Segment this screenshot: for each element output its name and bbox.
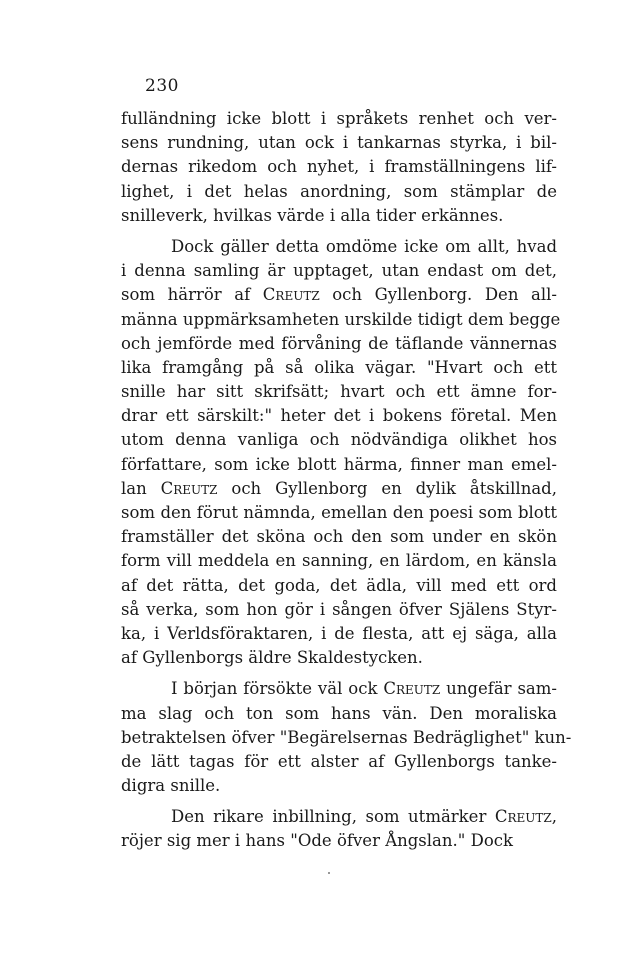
text-line (121, 283, 557, 307)
text-run: lika framgång på så olika vägar. "Hvart och ett (121, 357, 557, 377)
text-run: dernas rikedom och nyhet, i framställningens lif- (121, 157, 557, 177)
text-run: som den förut nämnda, emellan den poesi som blott (121, 503, 557, 522)
text-run: och Gyllenborg. Den all- (319, 285, 557, 305)
text-run: af Gyllenborgs äldre Skaldestycken. (121, 648, 423, 668)
text-run: männa uppmärksamheten urskilde tidigt dem begge (121, 309, 561, 329)
text-line (121, 404, 557, 428)
text-line (121, 155, 557, 179)
text-line (121, 622, 557, 646)
text-run: som härrör af (121, 285, 263, 305)
text-run: röjer sig mer i hans "Ode öfver Ångslan." Dock (121, 831, 513, 851)
text-run: ma slag och ton som hans vän. Den moraliska (121, 703, 557, 723)
paragraph (121, 805, 557, 853)
text-line (121, 453, 557, 477)
text-run: Dock gäller detta omdöme icke om allt, hvad (171, 236, 557, 256)
text-line (121, 677, 557, 701)
paragraph (121, 235, 561, 670)
text-line (121, 750, 557, 774)
text-line (121, 501, 557, 525)
text-run: Den rikare inbillning, som utmärker (171, 807, 495, 827)
text-run: sens rundning, utan ock i tankarnas styrka, i bil- (121, 133, 557, 153)
text-line (121, 235, 557, 259)
text-line (121, 107, 557, 131)
printer-mark (328, 872, 330, 874)
text-line (121, 646, 557, 670)
text-run: I början försökte väl ock (171, 679, 384, 699)
small-caps-name: Creutz (494, 807, 552, 827)
text-line (121, 598, 557, 622)
text-line (121, 380, 557, 404)
text-run: utom denna vanliga och nödvändiga olikhet hos (121, 430, 557, 450)
text-run: författare, som icke blott härma, finner man emel- (121, 454, 557, 474)
text-line (121, 574, 557, 598)
text-run: snille har sitt skrifsätt; hvart och ett ämne for- (121, 382, 557, 402)
text-line (121, 774, 557, 798)
text-line (121, 180, 557, 204)
paragraph (121, 677, 572, 798)
text-line (121, 308, 561, 332)
text-run: betraktelsen öfver "Begärelsernas Bedräglighet" kun- (121, 727, 572, 747)
text-line (121, 204, 557, 228)
text-run: i denna samling är upptaget, utan endast om det, (121, 261, 557, 281)
paragraph-gap (121, 228, 557, 235)
text-line (121, 702, 557, 726)
small-caps-name: Creutz (262, 285, 320, 305)
text-run: och Gyllenborg en dylik åtskillnad, (217, 478, 557, 498)
text-run: de lätt tagas för ett alster af Gyllenborgs tanke- (121, 751, 557, 771)
text-line (121, 549, 557, 573)
text-run: drar ett särskilt:" heter det i bokens företal. Men (121, 406, 557, 426)
page-number: 230 (145, 76, 179, 96)
paragraph (121, 107, 557, 228)
text-run: fulländning icke blott i språkets renhet och ver- (121, 109, 557, 128)
text-line (121, 259, 557, 283)
text-line (121, 332, 557, 356)
text-line (121, 356, 557, 380)
text-run: af det rätta, det goda, det ädla, vill med ett ord (121, 575, 557, 595)
text-line (121, 477, 557, 501)
text-line (121, 829, 557, 853)
text-run: snilleverk, hvilkas värde i alla tider erkännes. (121, 205, 504, 225)
body-text (121, 107, 572, 854)
text-run: digra snille. (121, 776, 221, 796)
paragraph-gap (121, 798, 557, 805)
text-run: ungefär sam- (440, 679, 557, 699)
text-run: lighet, i det helas anordning, som stämplar de (121, 181, 557, 201)
text-run: , (551, 807, 557, 827)
text-run: och jemförde med förvåning de täflande vännernas (121, 333, 557, 353)
text-run: så verka, som hon gör i sången öfver Själens Styr- (121, 599, 557, 619)
small-caps-name: Creutz (383, 679, 441, 699)
text-run: form vill meddela en sanning, en lärdom, en känsla (121, 551, 557, 571)
text-run: ka, i Verldsföraktaren, i de flesta, att ej säga, alla (121, 623, 557, 643)
text-line (121, 131, 557, 155)
text-run: lan (121, 478, 161, 498)
text-line (121, 805, 557, 829)
text-line (121, 428, 557, 452)
small-caps-name: Creutz (160, 478, 218, 498)
text-line (121, 726, 572, 750)
text-run: framställer det sköna och den som under en skön (121, 527, 557, 547)
text-line (121, 525, 557, 549)
paragraph-gap (121, 670, 557, 677)
